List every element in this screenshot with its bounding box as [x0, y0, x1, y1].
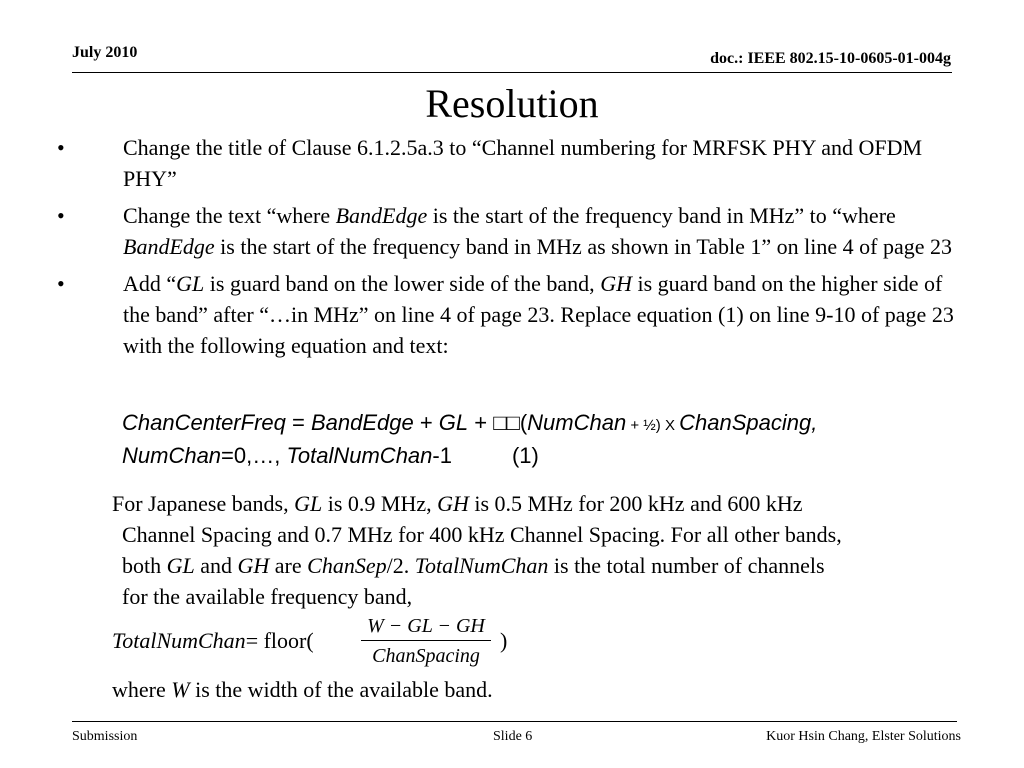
- footer-divider: [72, 721, 957, 722]
- bullet-text: Change the text “where BandEdge is the start of the frequency band in MHz” to “where BandEdge is the start of the frequency band in MHz as shown in Table 1” on line 4 of page 23: [123, 203, 952, 259]
- bullet-item: [57, 200, 962, 262]
- bullet-item: [57, 268, 962, 361]
- japanese-bands-paragraph: For Japanese bands, GL is 0.9 MHz, GH is 0.5 MHz for 200 kHz and 600 kHz Channel Spacing and 0.7 MHz for 400 kHz Channel Spacing. For all other bands, both GL and GH are ChanSep/2. TotalNumChan is the total number of channels for the available frequency band,: [112, 491, 842, 609]
- equation-line-1: ChanCenterFreq = BandEdge + GL + □□(NumChan + ½) X ChanSpacing,: [122, 410, 818, 435]
- bullet-text: Add “GL is guard band on the lower side of the band, GH is guard band on the higher side of the band” after “…in MHz” on line 4 of page 23. Replace equation (1) on line 9-10 of page 23 with the following equation and text:: [123, 271, 954, 358]
- fraction-numerator: W − GL − GH: [367, 615, 485, 637]
- footer-submission: Submission: [72, 729, 138, 744]
- bullet-list: [57, 132, 962, 367]
- where-line: where W is the width of the available band.: [112, 677, 493, 702]
- slide-title: Resolution: [425, 81, 599, 126]
- footer-author: Kuor Hsin Chang, Elster Solutions: [766, 729, 961, 744]
- bullet-mark: •: [57, 271, 65, 296]
- bullet-text: Change the title of Clause 6.1.2.5a.3 to “Channel numbering for MRFSK PHY and OFDM PHY”: [123, 135, 923, 191]
- header-doc-id: doc.: IEEE 802.15-10-0605-01-004g: [710, 50, 951, 67]
- equation-line-2: NumChan=0,…, TotalNumChan-1 (1): [122, 443, 539, 468]
- equation-number: (1): [511, 443, 539, 468]
- total-channels-formula: TotalNumChan= floor( W − GL − GH ChanSpacing ): [112, 612, 612, 672]
- header-divider: [72, 72, 952, 73]
- bullet-item: [57, 132, 962, 194]
- bullet-mark: •: [57, 203, 65, 228]
- footer-slide-number: Slide 6: [493, 729, 533, 744]
- bullet-mark: •: [57, 135, 65, 160]
- fraction-denominator: ChanSpacing: [372, 645, 480, 667]
- header-date: July 2010: [72, 44, 138, 61]
- channel-equation: [122, 408, 982, 471]
- fraction: [357, 612, 495, 669]
